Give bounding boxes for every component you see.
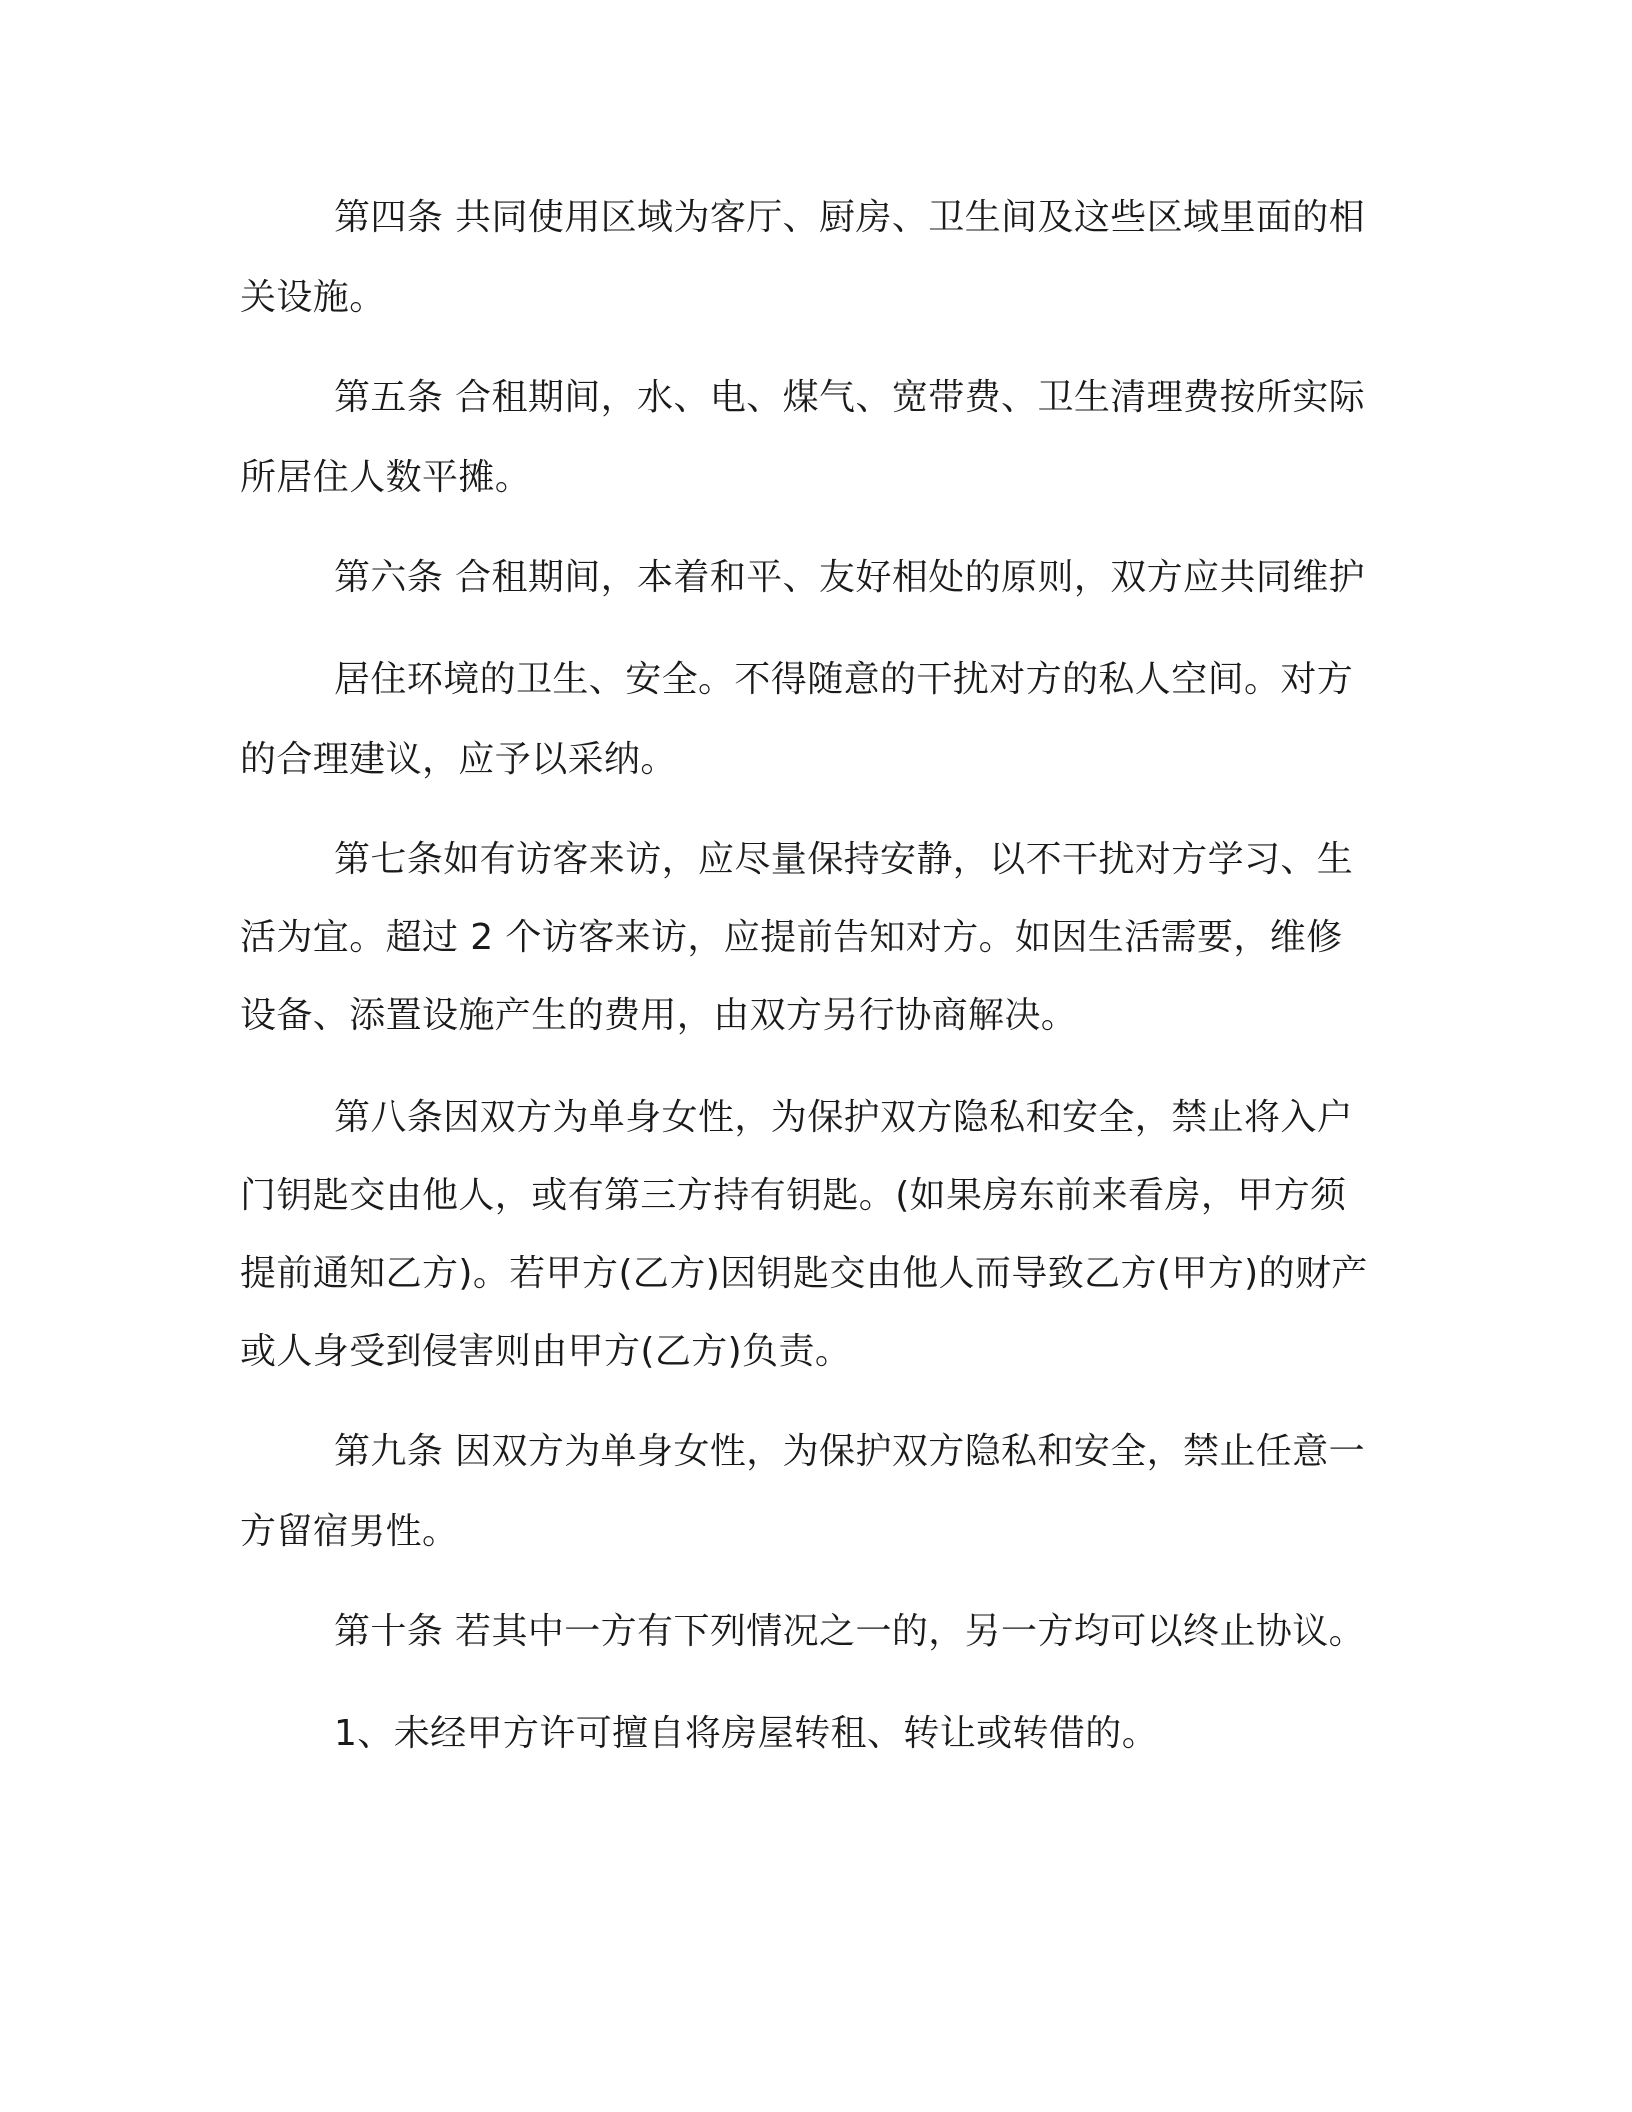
- article-7-line-2: 活为宜。超过 2 个访客来访，应提前告知对方。如因生活需要，维修: [240, 917, 1343, 958]
- article-9-line-1: 第九条 因双方为单身女性，为保护双方隐私和安全，禁止任意一: [334, 1431, 1366, 1472]
- article-8-line-3: 提前通知乙方)。若甲方(乙方)因钥匙交由他人而导致乙方(甲方)的财产: [240, 1253, 1368, 1294]
- article-5-line-1: 第五条 合租期间，水、电、煤气、宽带费、卫生清理费按所实际: [334, 377, 1366, 418]
- article-9-line-2: 方留宿男性。: [240, 1511, 459, 1552]
- article-7-line-3: 设备、添置设施产生的费用，由双方另行协商解决。: [240, 995, 1078, 1036]
- article-7-line-1: 第七条如有访客来访，应尽量保持安静，以不干扰对方学习、生: [334, 839, 1354, 880]
- article-6-line-3: 的合理建议，应予以采纳。: [240, 739, 677, 780]
- article-8-line-4: 或人身受到侵害则由甲方(乙方)负责。: [240, 1331, 852, 1372]
- article-8-line-1: 第八条因双方为单身女性，为保护双方隐私和安全，禁止将入户: [334, 1097, 1354, 1138]
- article-8-line-2: 门钥匙交由他人，或有第三方持有钥匙。(如果房东前来看房，甲方须: [240, 1175, 1347, 1216]
- article-10-line-1: 第十条 若其中一方有下列情况之一的，另一方均可以终止协议。: [334, 1611, 1366, 1652]
- article-4-line-1: 第四条 共同使用区域为客厅、厨房、卫生间及这些区域里面的相: [334, 197, 1366, 238]
- article-4-line-2: 关设施。: [240, 277, 386, 318]
- clause-1-line-1: 1、未经甲方许可擅自将房屋转租、转让或转借的。: [334, 1713, 1159, 1754]
- article-6-line-2: 居住环境的卫生、安全。不得随意的干扰对方的私人空间。对方: [334, 659, 1354, 700]
- article-6-line-1: 第六条 合租期间，本着和平、友好相处的原则，双方应共同维护: [334, 557, 1366, 598]
- article-5-line-2: 所居住人数平摊。: [240, 457, 532, 498]
